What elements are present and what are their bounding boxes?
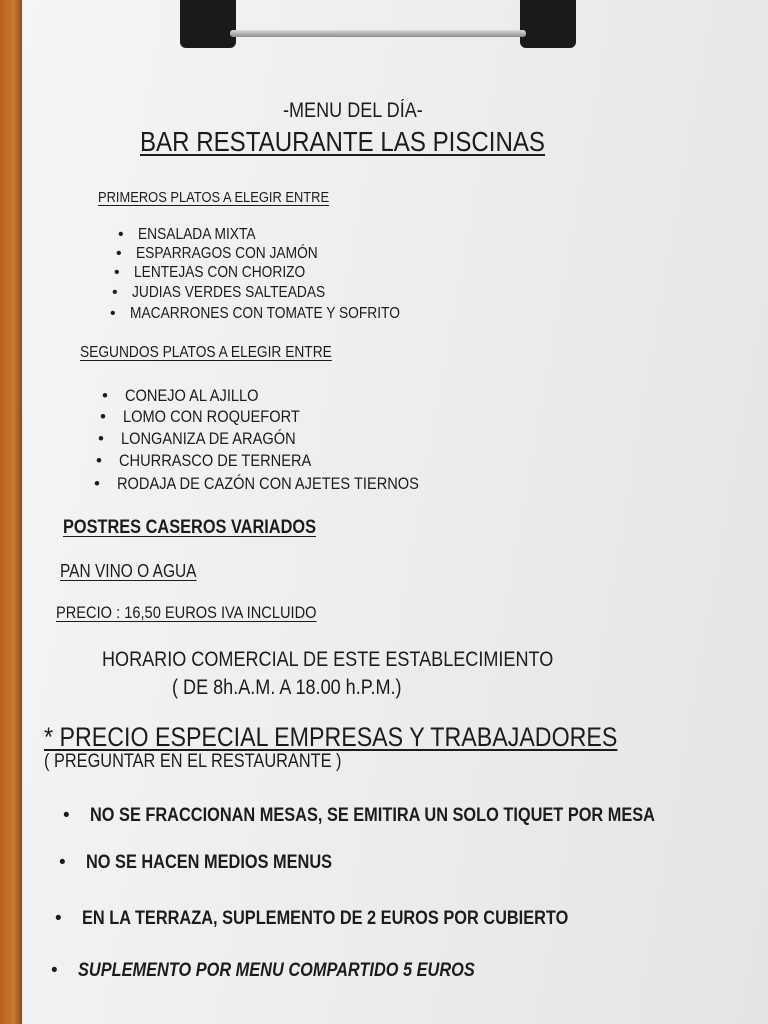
menu-item: MACARRONES CON TOMATE Y SOFRITO bbox=[130, 305, 400, 322]
menu-item: LOMO CON ROQUEFORT bbox=[123, 406, 300, 426]
segundos-heading: SEGUNDOS PLATOS A ELEGIR ENTRE bbox=[80, 344, 332, 361]
primeros-heading: PRIMEROS PLATOS A ELEGIR ENTRE bbox=[98, 189, 330, 206]
bebida-line: PAN VINO O AGUA bbox=[60, 561, 197, 581]
restaurant-title: BAR RESTAURANTE LAS PISCINAS bbox=[140, 126, 546, 157]
menu-subtitle: -MENU DEL DÍA- bbox=[283, 99, 423, 122]
clipboard-clip bbox=[180, 0, 576, 48]
bullet-icon: • bbox=[100, 406, 106, 426]
menu-item: RODAJA DE CAZÓN CON AJETES TIERNOS bbox=[117, 473, 419, 493]
precio-especial-title: * PRECIO ESPECIAL EMPRESAS Y TRABAJADORES bbox=[44, 722, 618, 752]
bullet-icon: • bbox=[102, 385, 108, 405]
bullet-icon: • bbox=[55, 907, 62, 929]
precio-especial-note: ( PREGUNTAR EN EL RESTAURANTE ) bbox=[44, 751, 342, 772]
menu-item: SUPLEMENTO POR MENU COMPARTIDO 5 EUROS bbox=[78, 959, 475, 981]
menu-item: ESPARRAGOS CON JAMÓN bbox=[136, 245, 318, 262]
postres-line: POSTRES CASEROS VARIADOS bbox=[63, 517, 317, 538]
menu-item: ENSALADA MIXTA bbox=[138, 226, 256, 243]
bullet-icon: • bbox=[63, 804, 70, 826]
bullet-icon: • bbox=[96, 450, 102, 470]
menu-item: CONEJO AL AJILLO bbox=[125, 385, 259, 405]
menu-item: CHURRASCO DE TERNERA bbox=[119, 450, 312, 470]
bullet-icon: • bbox=[116, 245, 122, 262]
precio-line: PRECIO : 16,50 EUROS IVA INCLUIDO bbox=[56, 603, 317, 622]
horario-line1: HORARIO COMERCIAL DE ESTE ESTABLECIMIENTO bbox=[102, 648, 554, 671]
menu-item: JUDIAS VERDES SALTEADAS bbox=[132, 284, 326, 301]
horario-line2: ( DE 8h.A.M. A 18.00 h.P.M.) bbox=[172, 676, 402, 699]
bullet-icon: • bbox=[98, 428, 104, 448]
menu-item: NO SE FRACCIONAN MESAS, SE EMITIRA UN SOLO TIQUET POR MESA bbox=[90, 804, 655, 826]
bullet-icon: • bbox=[110, 305, 116, 322]
menu-item: NO SE HACEN MEDIOS MENUS bbox=[86, 851, 333, 873]
bullet-icon: • bbox=[112, 284, 118, 301]
bullet-icon: • bbox=[51, 959, 58, 981]
menu-item: LONGANIZA DE ARAGÓN bbox=[121, 428, 296, 448]
bullet-icon: • bbox=[118, 226, 124, 243]
bullet-icon: • bbox=[94, 473, 100, 493]
menu-item: EN LA TERRAZA, SUPLEMENTO DE 2 EUROS POR CUBIERTO bbox=[82, 907, 569, 929]
bullet-icon: • bbox=[59, 851, 66, 873]
menu-item: LENTEJAS CON CHORIZO bbox=[134, 264, 306, 281]
bullet-icon: • bbox=[114, 264, 120, 281]
